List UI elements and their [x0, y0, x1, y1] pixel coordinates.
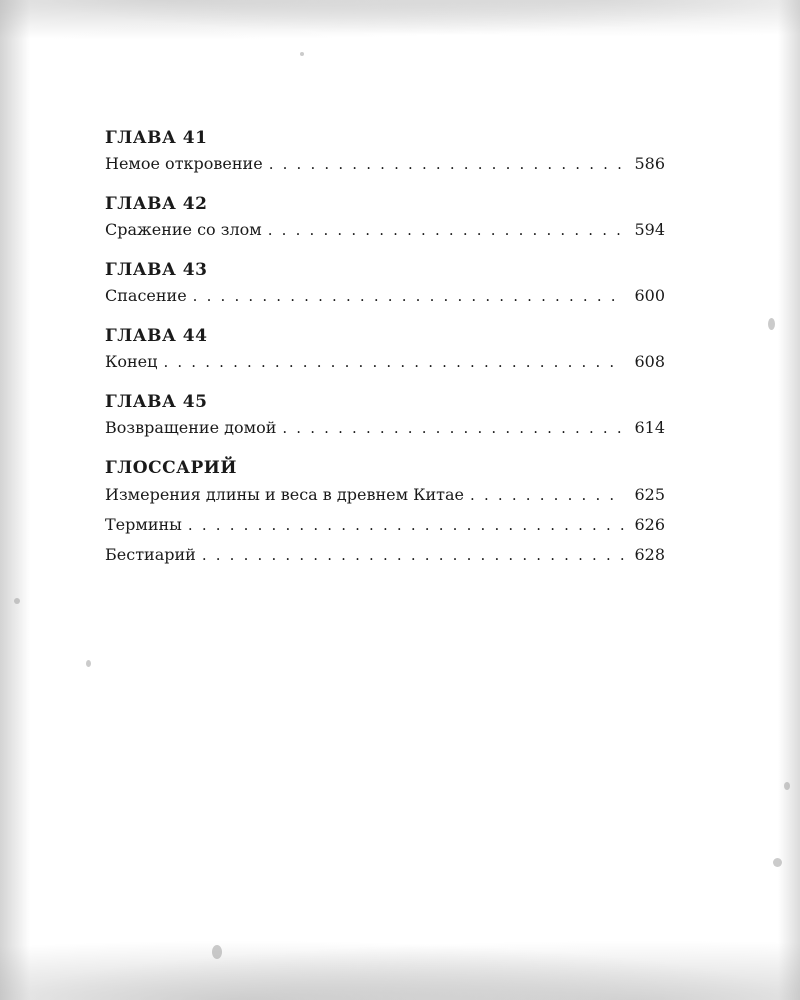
dot-leader [269, 150, 625, 178]
chapter-42 [105, 192, 665, 244]
page-number: 626 [634, 515, 665, 534]
dot-leader [282, 414, 624, 442]
page-number: 614 [634, 418, 665, 437]
chapter-heading: ГЛАВА 45 [105, 392, 208, 412]
toc-entry[interactable] [105, 414, 665, 442]
toc-entry[interactable] [105, 282, 665, 310]
dot-leader [188, 510, 625, 540]
chapter-heading: ГЛАВА 44 [105, 326, 208, 346]
chapter-43 [105, 258, 665, 310]
paper-speck [773, 858, 782, 867]
page-number: 628 [634, 545, 665, 564]
page-edge-top [0, 0, 800, 40]
paper-speck [212, 945, 222, 959]
entry-title: Термины [105, 515, 182, 534]
paper-speck [300, 52, 304, 56]
toc-entry[interactable] [105, 540, 665, 570]
entry-title: Возвращение домой [105, 418, 277, 437]
entry-title: Бестиарий [105, 545, 196, 564]
page-number: 600 [634, 286, 665, 305]
entry-title: Конец [105, 352, 158, 371]
toc-entry[interactable] [105, 348, 665, 376]
page-number: 594 [634, 220, 665, 239]
chapter-heading: ГЛАВА 42 [105, 194, 208, 214]
table-of-contents [105, 126, 665, 570]
glossary-heading: ГЛОССАРИЙ [105, 458, 237, 478]
page-number: 625 [634, 485, 665, 504]
page-number: 608 [634, 352, 665, 371]
dot-leader [268, 216, 625, 244]
toc-entry[interactable] [105, 150, 665, 178]
chapter-heading: ГЛАВА 41 [105, 128, 208, 148]
page-edge-left [0, 0, 30, 1000]
toc-entry[interactable] [105, 216, 665, 244]
page-edge-right [778, 0, 800, 1000]
entry-title: Немое откровение [105, 154, 263, 173]
chapter-45 [105, 390, 665, 442]
glossary-section [105, 456, 665, 570]
paper-speck [14, 598, 20, 604]
dot-leader [202, 540, 625, 570]
entry-title: Измерения длины и веса в древнем Китае [105, 485, 465, 504]
chapter-heading: ГЛАВА 43 [105, 260, 208, 280]
toc-entry[interactable] [105, 510, 665, 540]
chapter-44 [105, 324, 665, 376]
paper-speck [86, 660, 91, 667]
entry-title: Спасение [105, 286, 187, 305]
paper-speck [768, 318, 775, 330]
dot-leader [470, 480, 624, 510]
page-number: 586 [634, 154, 665, 173]
chapter-41 [105, 126, 665, 178]
dot-leader [193, 282, 625, 310]
dot-leader [163, 348, 624, 376]
entry-title: Сражение со злом [105, 220, 262, 239]
toc-entry[interactable] [105, 480, 665, 510]
page-edge-bottom [0, 940, 800, 1000]
paper-speck [784, 782, 790, 790]
